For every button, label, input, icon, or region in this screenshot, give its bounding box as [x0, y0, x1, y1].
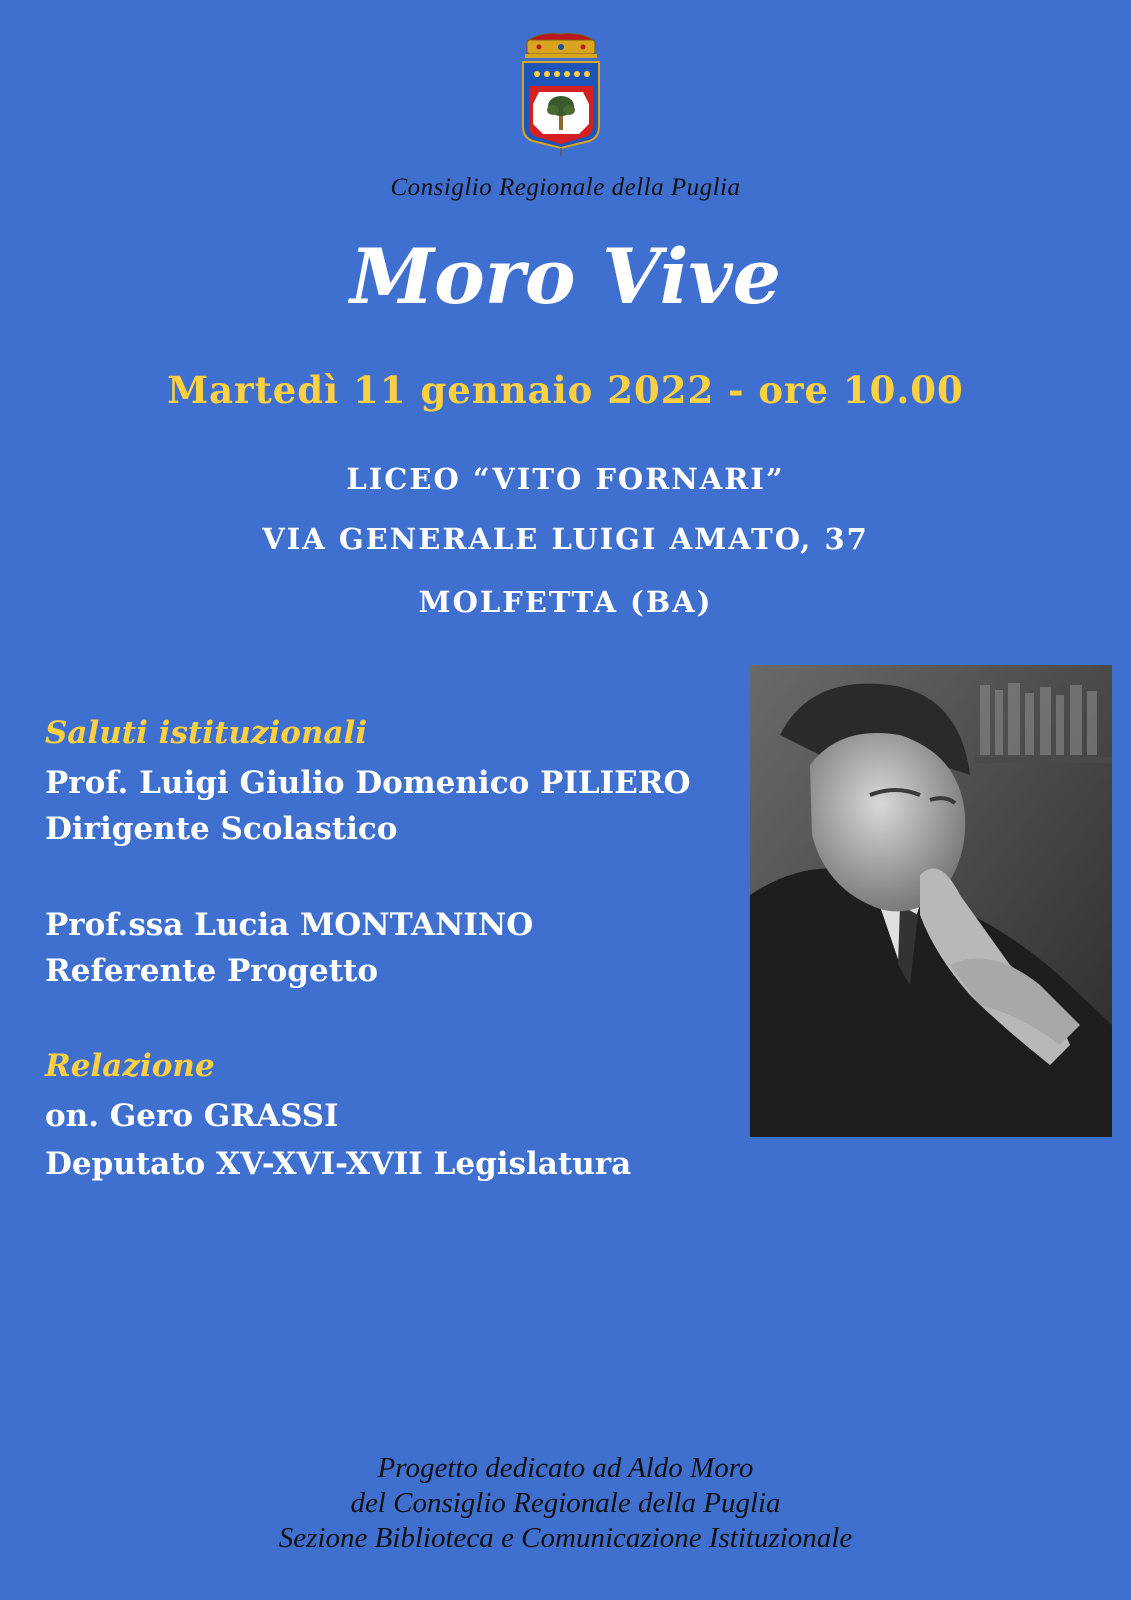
- speaker3-role: Deputato XV-XVI-XVII Legislatura: [45, 1146, 632, 1182]
- council-name: Consiglio Regionale della Puglia: [390, 174, 741, 201]
- venue-city: MOLFETTA (BA): [418, 585, 713, 619]
- speaker2-name: Prof.ssa Lucia MONTANINO: [45, 907, 534, 943]
- venue-address: VIA GENERALE LUIGI AMATO, 37: [262, 522, 869, 556]
- venue-name: LICEO “VITO FORNARI”: [346, 462, 785, 496]
- event-title: Moro Vive: [349, 232, 782, 321]
- talk-heading: Relazione: [45, 1048, 215, 1084]
- region-emblem-icon: [519, 30, 603, 158]
- speaker3-name: on. Gero GRASSI: [45, 1098, 339, 1134]
- greetings-heading: Saluti istituzionali: [45, 715, 368, 751]
- speaker1-name: Prof. Luigi Giulio Domenico PILIERO: [45, 765, 691, 801]
- speaker2-role: Referente Progetto: [45, 953, 379, 989]
- portrait-illustration: [750, 665, 1112, 1137]
- portrait-photo: [750, 665, 1112, 1137]
- speaker1-role: Dirigente Scolastico: [45, 811, 398, 847]
- footer-line3: Sezione Biblioteca e Comunicazione Istituzionale: [278, 1522, 853, 1554]
- event-date-time: Martedì 11 gennaio 2022 - ore 10.00: [167, 368, 964, 412]
- footer-line2: del Consiglio Regionale della Puglia: [350, 1487, 781, 1519]
- footer-line1: Progetto dedicato ad Aldo Moro: [377, 1452, 754, 1484]
